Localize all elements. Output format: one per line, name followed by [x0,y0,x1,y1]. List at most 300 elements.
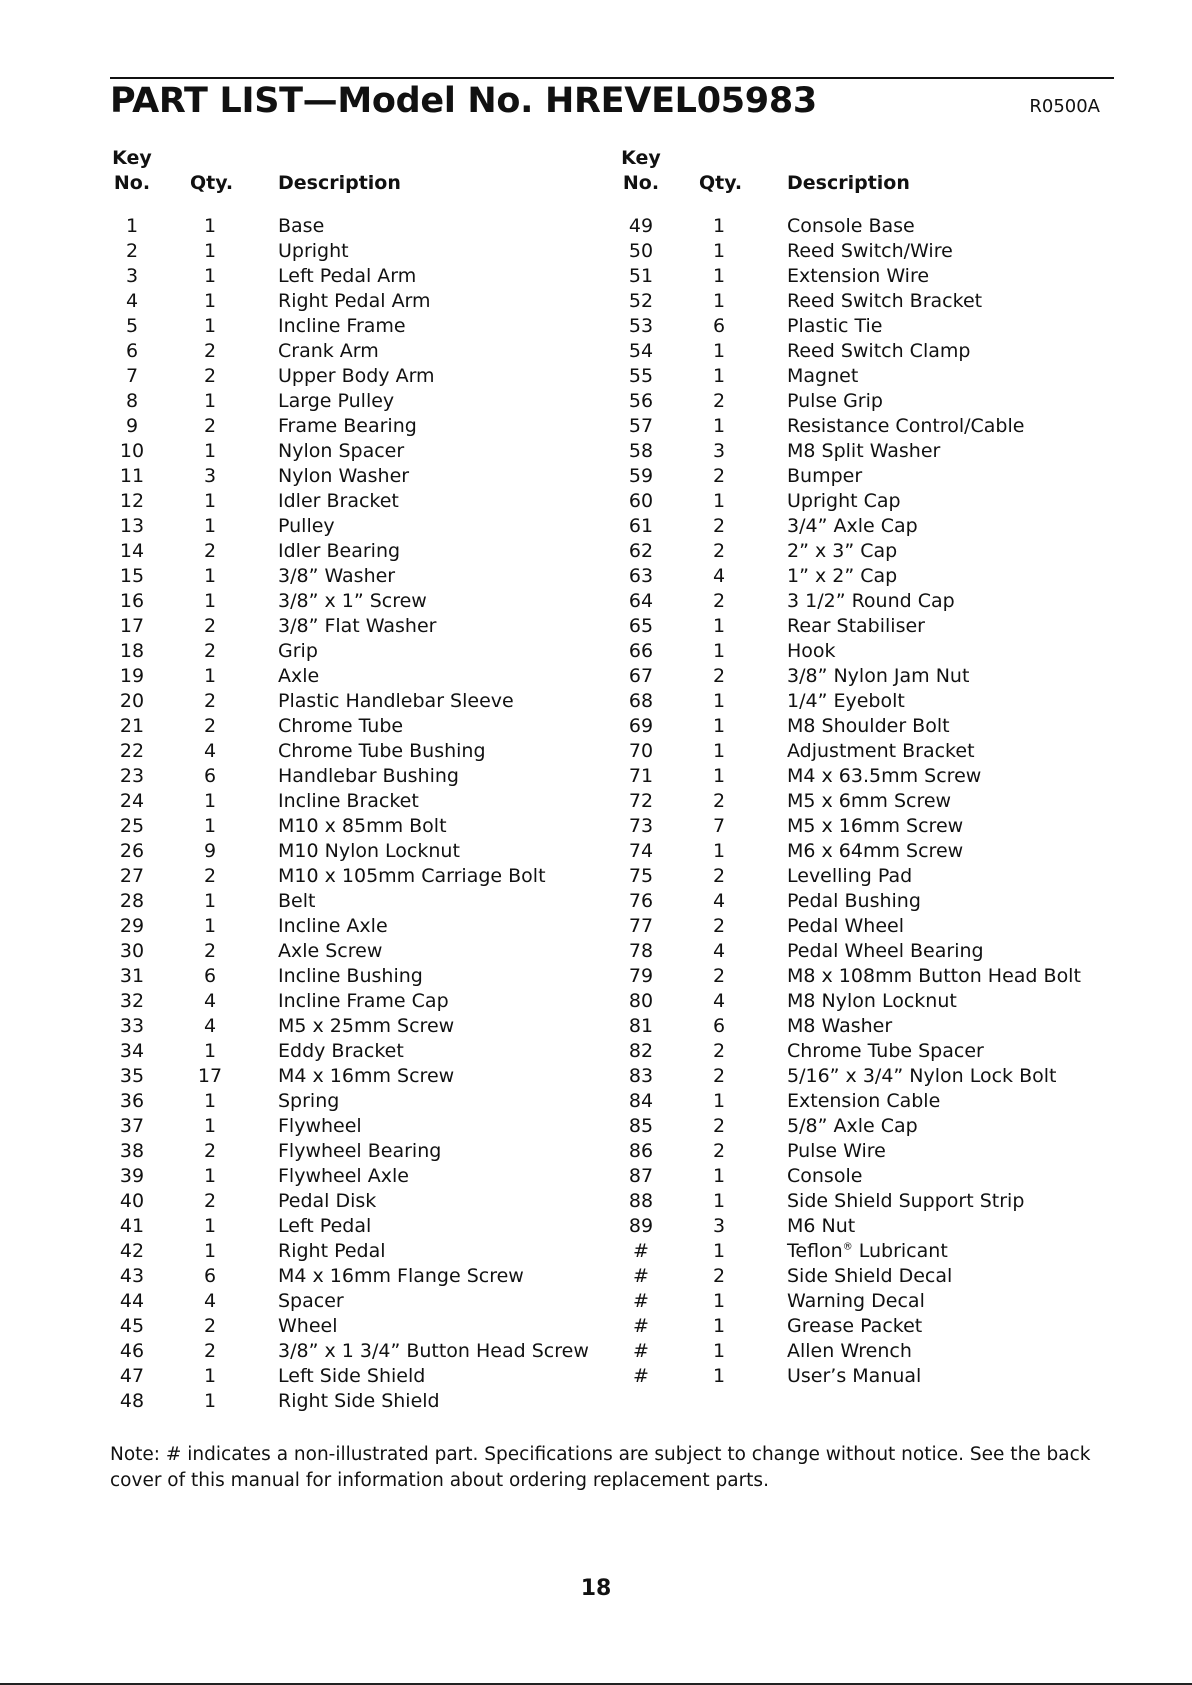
key-number: 26 [119,840,145,862]
description-text: Nylon Spacer [278,440,405,462]
quantity: 2 [203,640,217,662]
part-description [787,864,912,889]
part-description [278,1239,386,1264]
key-number: 47 [119,1365,145,1387]
description-text: Console [787,1165,863,1187]
key-number: 62 [628,540,654,562]
description-text: Upright Cap [787,490,901,512]
description-text: Extension Wire [787,265,930,287]
description-text: Chrome Tube Spacer [787,1040,984,1062]
description-text: 3/8” x 1” Screw [278,590,427,612]
description-text: Incline Axle [278,915,388,937]
key-number: 56 [628,390,654,412]
description-text: Left Pedal [278,1215,372,1237]
part-description [278,464,409,489]
key-number: 84 [628,1090,654,1112]
key-number: 10 [119,440,145,462]
quantity: 1 [203,1115,217,1137]
description-text: Idler Bearing [278,540,401,562]
key-number: 2 [125,240,139,262]
description-text: Console Base [787,215,915,237]
key-number: 31 [119,965,145,987]
quantity: 2 [203,415,217,437]
part-description [278,389,394,414]
part-description [787,1039,984,1064]
description-text: 1/4” Eyebolt [787,690,905,712]
key-number: 64 [628,590,654,612]
key-number: 24 [119,790,145,812]
quantity: 2 [203,865,217,887]
description-text: 3/8” Washer [278,565,396,587]
part-description [278,989,449,1014]
quantity: 2 [203,540,217,562]
quantity: 17 [197,1065,223,1087]
quantity: 6 [203,765,217,787]
part-description [787,789,951,814]
quantity: 2 [712,790,726,812]
key-number: # [633,1265,649,1287]
part-description [787,239,953,264]
part-description [278,814,447,839]
part-description [278,514,335,539]
key-number: 44 [119,1290,145,1312]
quantity: 3 [712,1215,726,1237]
quantity: 1 [712,340,726,362]
quantity: 2 [712,390,726,412]
quantity: 1 [712,1315,726,1337]
key-number: 9 [125,415,139,437]
key-number: 61 [628,515,654,537]
quantity: 2 [712,515,726,537]
part-description [278,1089,339,1114]
key-number: 86 [628,1140,654,1162]
key-number: 75 [628,865,654,887]
description-text: M6 Nut [787,1215,856,1237]
key-number: # [633,1340,649,1362]
part-description [278,1214,371,1239]
description-text: M4 x 16mm Flange Screw [278,1265,524,1287]
part-description [278,1114,362,1139]
description-text: Nylon Washer [278,465,410,487]
part-description [787,1139,886,1164]
key-number: 22 [119,740,145,762]
document-code: R0500A [1029,96,1100,117]
quantity: 1 [712,415,726,437]
description-text: Right Side Shield [278,1390,440,1412]
description-text: M6 x 64mm Screw [787,840,964,862]
quantity: 4 [712,990,726,1012]
key-number: 81 [628,1015,654,1037]
part-description [787,1089,940,1114]
part-description [787,589,955,614]
part-description [278,1164,409,1189]
part-description [787,1189,1024,1214]
part-description [787,989,957,1014]
part-description [787,839,963,864]
quantity: 1 [203,440,217,462]
quantity: 1 [712,1290,726,1312]
part-description [278,489,399,514]
quantity: 1 [203,390,217,412]
key-number: 13 [119,515,145,537]
description-header: Description [787,172,910,194]
quantity: 2 [712,665,726,687]
key-number: 51 [628,265,654,287]
quantity: 1 [203,1090,217,1112]
description-text: M8 Shoulder Bolt [787,715,950,737]
quantity: 1 [712,1165,726,1187]
quantity: 1 [712,1365,726,1387]
key-number: 30 [119,940,145,962]
description-text: Warning Decal [787,1290,925,1312]
key-number: 53 [628,315,654,337]
quantity: 1 [203,1365,217,1387]
part-description [787,889,921,914]
part-description [278,889,315,914]
quantity: 4 [203,1015,217,1037]
key-number: 43 [119,1265,145,1287]
part-description [278,1139,441,1164]
quantity: 4 [203,740,217,762]
description-text: M10 x 85mm Bolt [278,815,447,837]
description-text: M8 Split Washer [787,440,941,462]
key-header-line2: No. [622,172,660,194]
quantity: 6 [712,315,726,337]
description-text: Teflon [787,1240,843,1262]
part-description [278,1389,440,1414]
key-number: 65 [628,615,654,637]
key-number: 21 [119,715,145,737]
description-text: 3/8” x 1 3/4” Button Head Screw [278,1340,589,1362]
page-title: PART LIST—Model No. HREVEL05983 [110,81,817,121]
key-number: 15 [119,565,145,587]
part-description [278,939,382,964]
description-text: Axle [278,665,320,687]
key-number: 25 [119,815,145,837]
part-description [278,1339,589,1364]
part-description [278,564,395,589]
quantity: 1 [203,490,217,512]
quantity: 1 [712,640,726,662]
quantity: 1 [712,490,726,512]
key-number: 68 [628,690,654,712]
part-description [278,1014,454,1039]
quantity: 4 [712,890,726,912]
description-text: Axle Screw [278,940,383,962]
part-description [787,1014,892,1039]
quantity: 4 [203,1290,217,1312]
description-text: Pedal Wheel Bearing [787,940,984,962]
part-description [278,1039,404,1064]
part-description [787,289,982,314]
description-text: 2” x 3” Cap [787,540,898,562]
key-number: 73 [628,815,654,837]
key-number: 74 [628,840,654,862]
description-header: Description [278,172,401,194]
quantity: 1 [712,690,726,712]
part-description [278,614,436,639]
part-description [278,739,486,764]
quantity: 9 [203,840,217,862]
description-text: Flywheel Bearing [278,1140,442,1162]
key-header-line2: No. [113,172,151,194]
key-number: 60 [628,490,654,512]
key-number: 3 [125,265,139,287]
description-text: Pulse Grip [787,390,883,412]
description-text: Upright [278,240,349,262]
quantity: 1 [203,890,217,912]
registered-mark: ® [842,1241,853,1253]
quantity: 1 [712,1190,726,1212]
description-text: Incline Bushing [278,965,423,987]
description-text: Frame Bearing [278,415,417,437]
part-description [787,689,905,714]
description-text: Left Side Shield [278,1365,426,1387]
quantity: 2 [712,1065,726,1087]
description-text: M8 Nylon Locknut [787,990,957,1012]
key-number: 71 [628,765,654,787]
quantity: 1 [712,740,726,762]
key-number: 48 [119,1390,145,1412]
part-description [278,1064,454,1089]
quantity: 2 [203,1315,217,1337]
quantity: 2 [712,1265,726,1287]
quantity: 1 [203,315,217,337]
quantity: 2 [203,340,217,362]
key-number: 67 [628,665,654,687]
part-description [787,1364,921,1389]
key-number: 1 [125,215,139,237]
key-number: # [633,1240,649,1262]
part-description [278,664,319,689]
key-number: 80 [628,990,654,1012]
description-text: Pulley [278,515,335,537]
quantity: 1 [712,215,726,237]
quantity: 4 [712,940,726,962]
key-number: 59 [628,465,654,487]
part-description [787,1289,925,1314]
key-number: 28 [119,890,145,912]
qty-header: Qty. [699,172,743,194]
part-description [278,689,514,714]
description-text: Right Pedal Arm [278,290,431,312]
description-text: Bumper [787,465,863,487]
quantity: 2 [712,965,726,987]
footnote: Note: # indicates a non-illustrated part. Specifications are subject to change without notice. See the back cover of this manual for information about ordering replacement parts. [110,1444,1091,1491]
part-description [787,364,858,389]
part-description [787,314,882,339]
quantity: 3 [203,465,217,487]
description-text: Reed Switch Clamp [787,340,971,362]
part-description [278,839,460,864]
description-text: User’s Manual [787,1365,922,1387]
description-text: M5 x 16mm Screw [787,815,964,837]
part-description [787,489,901,514]
quantity: 1 [712,715,726,737]
part-description [787,664,969,689]
part-description [787,914,904,939]
quantity: 1 [712,1340,726,1362]
description-text: M8 Washer [787,1015,893,1037]
quantity: 2 [712,465,726,487]
part-description [278,439,404,464]
quantity: 2 [712,865,726,887]
key-number: 45 [119,1315,145,1337]
description-text: Hook [787,640,836,662]
quantity: 1 [712,240,726,262]
quantity: 1 [203,515,217,537]
key-number: 41 [119,1215,145,1237]
key-number: 87 [628,1165,654,1187]
key-number: 8 [125,390,139,412]
quantity: 1 [203,290,217,312]
key-number: 88 [628,1190,654,1212]
key-number: 29 [119,915,145,937]
key-number: 11 [119,465,145,487]
key-number: 7 [125,365,139,387]
key-header-line1: Key [112,147,152,169]
quantity: 1 [203,665,217,687]
quantity: 1 [203,915,217,937]
key-number: 82 [628,1040,654,1062]
description-text: Upper Body Arm [278,365,435,387]
description-text: Spacer [278,1290,344,1312]
part-description [787,964,1081,989]
part-description [278,314,406,339]
description-text: 3/8” Nylon Jam Nut [787,665,970,687]
description-text: Reed Switch/Wire [787,240,953,262]
part-description [278,264,416,289]
part-description [787,1339,912,1364]
part-description [278,1314,338,1339]
part-description [278,589,427,614]
quantity: 1 [203,215,217,237]
description-text: 1” x 2” Cap [787,565,898,587]
key-number: 27 [119,865,145,887]
quantity: 2 [712,1115,726,1137]
quantity: 1 [203,565,217,587]
part-description [787,389,883,414]
key-number: 4 [125,290,139,312]
part-description [787,1164,862,1189]
quantity: 2 [203,715,217,737]
key-number: 85 [628,1115,654,1137]
quantity: 2 [203,1340,217,1362]
description-text: Levelling Pad [787,865,913,887]
description-text: M5 x 25mm Screw [278,1015,455,1037]
part-description [787,414,1024,439]
key-number: 50 [628,240,654,262]
quantity: 1 [712,290,726,312]
part-description [278,1264,524,1289]
key-number: 14 [119,540,145,562]
description-text: Pulse Wire [787,1140,886,1162]
description-text: Flywheel [278,1115,362,1137]
description-text: Pedal Disk [278,1190,377,1212]
part-description [787,264,929,289]
key-number: 40 [119,1190,145,1212]
part-description [787,739,975,764]
key-number: 37 [119,1115,145,1137]
quantity: 6 [203,965,217,987]
description-text: Side Shield Support Strip [787,1190,1025,1212]
part-description [787,539,897,564]
quantity: 2 [712,1140,726,1162]
description-text: 5/16” x 3/4” Nylon Lock Bolt [787,1065,1057,1087]
description-text: M4 x 16mm Screw [278,1065,455,1087]
quantity: 1 [203,815,217,837]
description-text: Grip [278,640,318,662]
key-number: 69 [628,715,654,737]
description-text: Incline Bracket [278,790,419,812]
quantity: 2 [203,690,217,712]
description-text: M10 Nylon Locknut [278,840,460,862]
quantity: 1 [203,1240,217,1262]
key-number: 34 [119,1040,145,1062]
key-number: 77 [628,915,654,937]
description-text: Rear Stabiliser [787,615,925,637]
key-number: # [633,1315,649,1337]
description-text-suffix: Lubricant [852,1240,948,1262]
quantity: 1 [203,265,217,287]
part-description [278,914,388,939]
description-text: Resistance Control/Cable [787,415,1025,437]
description-text: Adjustment Bracket [787,740,975,762]
key-number: 42 [119,1240,145,1262]
key-number: 19 [119,665,145,687]
description-text: Magnet [787,365,859,387]
quantity: 1 [712,265,726,287]
part-description [787,1264,952,1289]
description-text: Incline Frame [278,315,406,337]
quantity: 6 [203,1265,217,1287]
part-description [278,239,349,264]
quantity: 4 [712,565,726,587]
description-text: Flywheel Axle [278,1165,409,1187]
key-number: 76 [628,890,654,912]
key-number: # [633,1365,649,1387]
part-description [278,639,318,664]
part-description [787,214,915,239]
key-number: 18 [119,640,145,662]
part-description [278,289,431,314]
quantity: 2 [712,1040,726,1062]
quantity: 1 [203,240,217,262]
description-text: Belt [278,890,316,912]
part-description [278,1289,344,1314]
part-description [278,964,423,989]
description-text: Pedal Wheel [787,915,904,937]
key-number: 46 [119,1340,145,1362]
description-text: Reed Switch Bracket [787,290,983,312]
part-description [787,814,963,839]
part-description [787,939,984,964]
key-number: 78 [628,940,654,962]
quantity: 2 [203,940,217,962]
part-description [278,339,379,364]
quantity: 1 [712,365,726,387]
quantity: 1 [712,1090,726,1112]
key-number: 55 [628,365,654,387]
quantity: 1 [203,590,217,612]
part-description [278,714,403,739]
part-description [278,539,400,564]
part-description [278,1189,376,1214]
quantity: 1 [712,1240,726,1262]
key-number: 20 [119,690,145,712]
key-number: 12 [119,490,145,512]
description-text: Right Pedal [278,1240,386,1262]
